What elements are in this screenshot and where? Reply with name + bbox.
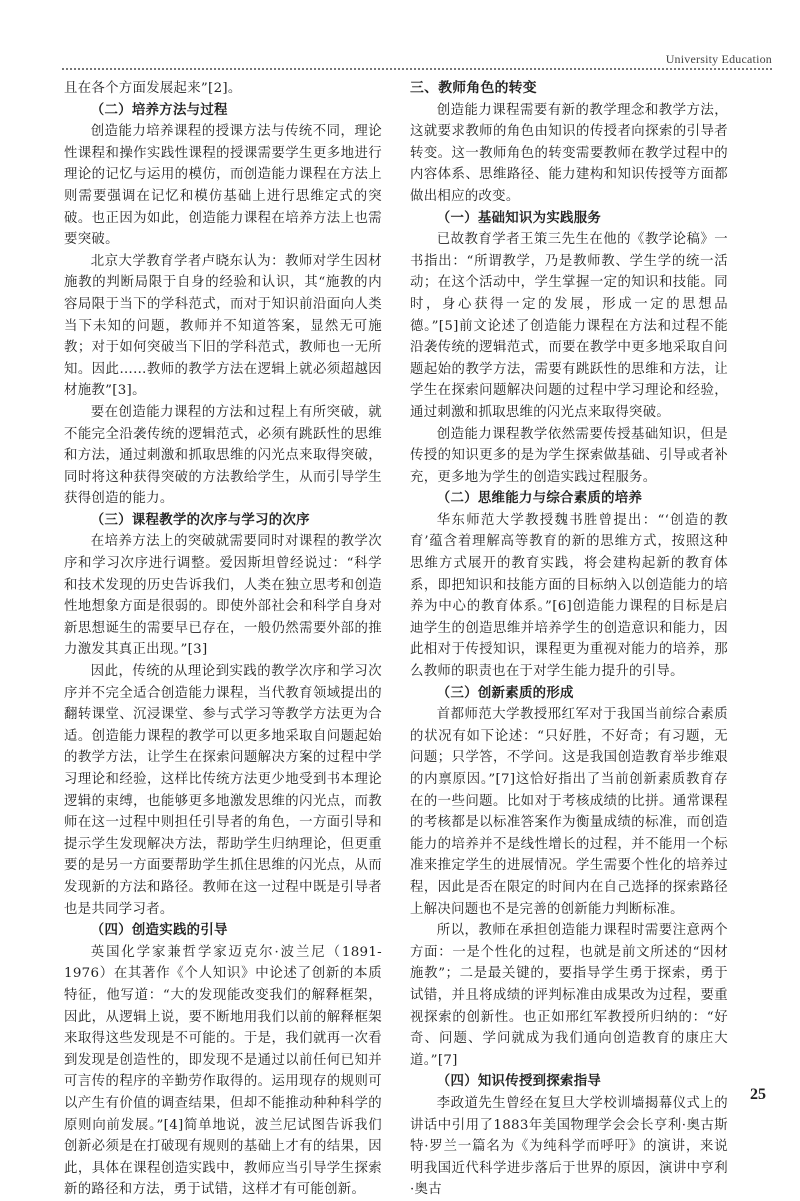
page-number: 25 — [750, 1086, 766, 1103]
subsection-heading: （二）培养方法与过程 — [90, 102, 228, 118]
subsection-heading: （三）创新素质的形成 — [436, 685, 574, 701]
paragraph: 所以，教师在承担创造能力课程时需要注意两个方面：一是个性化的过程，也就是前文所述的“因材施教”；二是最关键的，要指导学生勇于探索，勇于试错，并且将成绩的评判标准由成果改为过程，要重视探索的创新性。也正如邢红军教授所归纳的：“好奇、问题、学问就成为我们通向创造教育的康庄大道。”[7] — [410, 923, 728, 1068]
paragraph: 要在创造能力课程的方法和过程上有所突破，就不能完全沿袭传统的逻辑范式，必须有跳跃性的思维和方法，通过刺激和抓取思维的闪光点来取得突破，同时将这种获得突破的方法教给学生，从而引导学生获得创造的能力。 — [64, 404, 382, 507]
paragraph: 且在各个方面发展起来”[2]。 — [64, 81, 242, 96]
subsection-heading: （二）思维能力与综合素质的培养 — [436, 491, 643, 507]
right-column — [410, 78, 728, 1201]
journal-name: University Education — [665, 52, 772, 66]
paragraph: 已故教育学者王策三先生在他的《教学论稿》一书指出：“所谓教学，乃是教师教、学生学的统一活动；在这个活动中，学生掌握一定的知识和技能。同时，身心获得一定的发展，形成一定的思想品德。”[5]前文论述了创造能力课程在方法和过程不能沿袭传统的逻辑范式，而要在教学中更多地采取自问题起始的教学方法，需要有跳跃性的思维和方法，让学生在探索问题解决问题的过程中学习理论和经验，通过刺激和抓取思维的闪光点来取得突破。 — [410, 232, 728, 420]
paragraph: 北京大学教育学者卢晓东认为：教师对学生因材施教的判断局限于自身的经验和认识，其“施教的内容局限于当下的学科范式，而对于知识前沿面向人类当下未知的问题，教师并不知道答案，显然无可施教；对于如何突破当下旧的学科范式，教师也一无所知。因此……教师的教学方法在逻辑上就必须超越因材施教”[3]。 — [64, 253, 382, 399]
subsection-heading: （四）知识传授到探索指导 — [436, 1074, 602, 1090]
paragraph: 在培养方法上的突破就需要同时对课程的教学次序和学习次序进行调整。爱因斯坦曾经说过：“科学和技术发现的历史告诉我们，人类在独立思考和创造性地想象方面是很弱的。即使外部社会和科学自身对新思想诞生的需要早已存在，一般仍然需要外部的推力激发其真正出现。”[3] — [64, 534, 382, 658]
paragraph: 李政道先生曾经在复旦大学校训墙揭幕仪式上的讲话中引用了1883年美国物理学会会长亨利·奥古斯特·罗兰一篇名为《为纯科学而呼吁》的演讲，来说明我国近代科学进步落后于世界的原因，演讲中亨利·奥古 — [410, 1095, 728, 1198]
section-heading: 三、教师角色的转变 — [410, 80, 537, 96]
paragraph: 因此，传统的从理论到实践的教学次序和学习次序并不完全适合创造能力课程，当代教育领域提出的翻转课堂、沉浸课堂、参与式学习等教学方法更为合适。创造能力课程的教学可以更多地采取自问题起始的教学方法，让学生在探索问题解决方案的过程中学习理论和经验，这样比传统方法更少地受到书本理论逻辑的束缚，也能够更多地激发思维的闪光点，而教师在这一过程中则担任引导者的角色，一方面引导和提示学生发现解决方法，帮助学生归纳理论，但更重要的是另一方面要帮助学生抓住思维的闪光点，从而发现新的方法和路径。教师在这一过程中既是引导者也是共同学习者。 — [64, 664, 382, 917]
header-divider — [62, 68, 772, 70]
paragraph: 首都师范大学教授邢红军对于我国当前综合素质的状况有如下论述：“只好胜，不好奇；有习题，无问题；只学答，不学问。这是我国创造教育举步维艰的内禀原因。”[7]这恰好指出了当前创新素质教育存在的一些问题。比如对于考核成绩的比拼。通常课程的考核都是以标准答案作为衡量成绩的标准，而创造能力的培养并不是线性增长的过程，并不能用一个标准来推定学生的进展情况。学生需要个性化的培养过程，因此是否在限定的时间内在自己选择的探索路径上解决问题也不是完善的创新能力判断标准。 — [410, 707, 728, 917]
subsection-heading: （一）基础知识为实践服务 — [436, 210, 602, 226]
paragraph: 创造能力课程教学依然需要传授基础知识，但是传授的知识更多的是为学生探索做基础、引导或者补充，更多地为学生的创造实践过程服务。 — [410, 426, 728, 485]
paragraph: 创造能力培养课程的授课方法与传统不同，理论性课程和操作实践性课程的授课需要学生更多地进行理论的记忆与运用的模仿，而创造能力课程在方法上则需要强调在记忆和模仿基础上进行思维定式的突破。也正因为如此，创造能力课程在培养方法上也需要突破。 — [64, 124, 382, 248]
subsection-heading: （四）创造实践的引导 — [90, 923, 228, 939]
paragraph: 创造能力课程需要有新的教学理念和教学方法，这就要求教师的角色由知识的传授者向探索的引导者转变。这一教师角色的转变需要教师在教学过程中的内容体系、思维路径、能力建构和知识传授等方面都做出相应的改变。 — [410, 102, 728, 204]
subsection-heading: （三）课程教学的次序与学习的次序 — [90, 512, 310, 528]
paragraph: 英国化学家兼哲学家迈克尔·波兰尼（1891-1976）在其著作《个人知识》中论述了创新的本质特征，他写道：“大的发现能改变我们的解释框架，因此，从逻辑上说，要不断地用我们以前的解释框架来取得这些发现是不可能的。于是，我们就再一次看到发现是创造性的，即发现不是通过以前任何已知并可言传的程序的辛勤劳作取得的。运用现存的规则可以产生有价值的调查结果，但却不能推动种种科学的原则向前发展。”[4]简单地说，波兰尼试图告诉我们创新必须是在打破现有规则的基础上才有的结果，因此，具体在课程创造实践中，教师应当引导学生探索新的路径和方法，勇于试错，这样才有可能创新。 — [64, 944, 382, 1198]
left-column — [64, 78, 382, 1201]
paragraph: 华东师范大学教授魏书胜曾提出：“‘创造的教育’蕴含着理解高等教育的新的思维方式，按照这种思维方式展开的教育实践，将会建构起新的教育体系，即把知识和技能方面的目标纳入以创造能力的培养为中心的教育体系。”[6]创造能力课程的目标是启迪学生的创造思维并培养学生的创造意识和能力，因此相对于传授知识，课程更为重视对能力的培养，那么教师的职责也在于对学生能力提升的引导。 — [410, 512, 728, 680]
